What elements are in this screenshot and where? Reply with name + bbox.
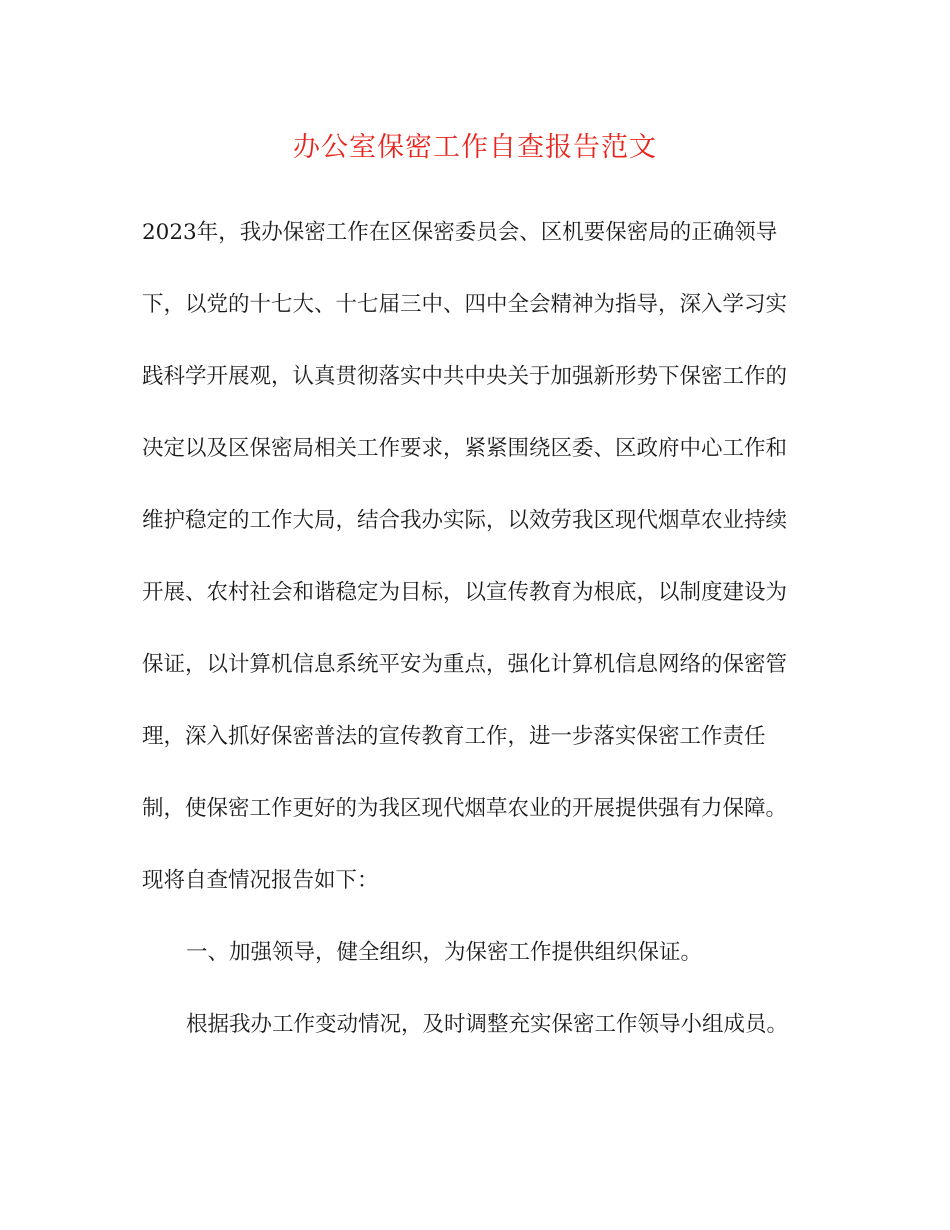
paragraph-line: 开展、农村社会和谐稳定为目标，以宣传教育为根底，以制度建设为 (142, 580, 788, 605)
document-title: 办公室保密工作自查报告范文 (293, 132, 657, 163)
paragraph-line: 制，使保密工作更好的为我区现代烟草农业的开展提供强有力保障。 (142, 796, 788, 821)
paragraph-line: 根据我办工作变动情况，及时调整充实保密工作领导小组成员。 (186, 1012, 789, 1037)
paragraph-line: 现将自查情况报告如下： (142, 868, 379, 893)
paragraph-line: 保证，以计算机信息系统平安为重点，强化计算机信息网络的保密管 (142, 652, 788, 677)
paragraph-line: 践科学开展观，认真贯彻落实中共中央关于加强新形势下保密工作的 (142, 364, 788, 389)
paragraph-line: 2023年，我办保密工作在区保密委员会、区机要保密局的正确领导 (142, 220, 778, 245)
paragraph-line: 理，深入抓好保密普法的宣传教育工作，进一步落实保密工作责任 (142, 724, 766, 749)
paragraph-line: 维护稳定的工作大局，结合我办实际，以效劳我区现代烟草农业持续 (142, 508, 788, 533)
paragraph-line: 决定以及区保密局相关工作要求，紧紧围绕区委、区政府中心工作和 (142, 436, 788, 461)
paragraph-line: 下，以党的十七大、十七届三中、四中全会精神为指导，深入学习实 (142, 292, 788, 317)
section-heading: 一、加强领导，健全组织，为保密工作提供组织保证。 (186, 940, 703, 965)
